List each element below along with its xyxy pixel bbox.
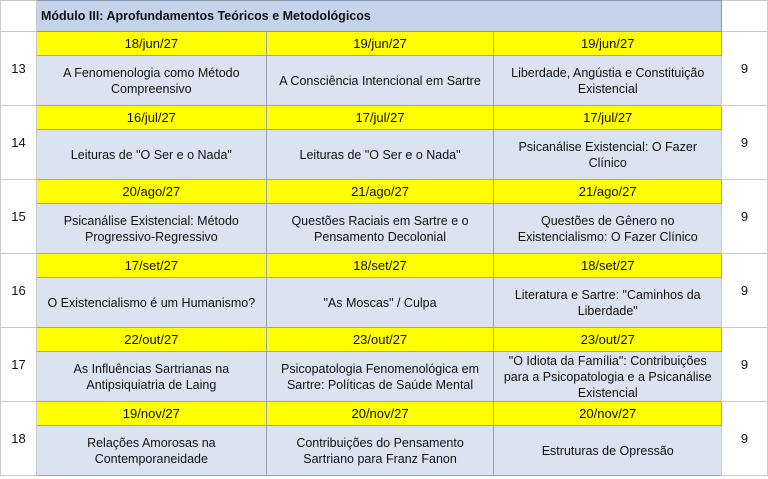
session-topic: "As Moscas" / Culpa (266, 278, 494, 328)
session-topic-row (1, 426, 768, 476)
module-header-row (1, 1, 768, 32)
session-topic: Questões de Gênero no Existencialismo: O Fazer Clínico (494, 204, 722, 254)
session-date: 18/set/27 (266, 254, 494, 278)
session-topic: Estruturas de Opressão (494, 426, 722, 476)
session-date: 19/jun/27 (266, 32, 494, 56)
session-topic: Psicanálise Existencial: Método Progressivo-Regressivo (36, 204, 266, 254)
session-topic: "O Idiota da Família": Contribuições para a Psicopatologia e a Psicanálise Existencial (494, 352, 722, 402)
session-date: 22/out/27 (36, 328, 266, 352)
session-topic: A Fenomenologia como Método Compreensivo (36, 56, 266, 106)
session-date: 18/set/27 (494, 254, 722, 278)
session-topic-row (1, 278, 768, 328)
session-date: 18/jun/27 (36, 32, 266, 56)
session-number: 16 (1, 254, 37, 328)
session-topic-row (1, 352, 768, 402)
session-topic: Contribuições do Pensamento Sartriano para Franz Fanon (266, 426, 494, 476)
session-topic: A Consciência Intencional em Sartre (266, 56, 494, 106)
session-date: 16/jul/27 (36, 106, 266, 130)
session-date: 20/nov/27 (494, 402, 722, 426)
session-date: 17/jul/27 (494, 106, 722, 130)
session-date-row (1, 106, 768, 130)
session-date-row (1, 32, 768, 56)
session-date-row (1, 254, 768, 278)
session-number: 18 (1, 402, 37, 476)
session-topic: Psicopatologia Fenomenológica em Sartre: Políticas de Saúde Mental (266, 352, 494, 402)
session-topic: Psicanálise Existencial: O Fazer Clínico (494, 130, 722, 180)
session-topic: Leituras de "O Ser e o Nada" (36, 130, 266, 180)
session-date: 20/nov/27 (266, 402, 494, 426)
session-date: 17/set/27 (36, 254, 266, 278)
session-hours: 9 (722, 402, 768, 476)
session-number: 13 (1, 32, 37, 106)
session-topic: O Existencialismo é um Humanismo? (36, 278, 266, 328)
session-date-row (1, 180, 768, 204)
session-topic: Questões Raciais em Sartre e o Pensamento Decolonial (266, 204, 494, 254)
session-topic-row (1, 130, 768, 180)
session-date: 17/jul/27 (266, 106, 494, 130)
session-date: 19/nov/27 (36, 402, 266, 426)
session-topic-row (1, 56, 768, 106)
session-topic-row (1, 204, 768, 254)
session-hours: 9 (722, 32, 768, 106)
session-date-row (1, 328, 768, 352)
session-hours: 9 (722, 254, 768, 328)
session-number: 15 (1, 180, 37, 254)
session-number: 17 (1, 328, 37, 402)
session-hours: 9 (722, 106, 768, 180)
session-date: 20/ago/27 (36, 180, 266, 204)
session-date: 21/ago/27 (494, 180, 722, 204)
session-date-row (1, 402, 768, 426)
session-topic: Relações Amorosas na Contemporaneidade (36, 426, 266, 476)
session-hours: 9 (722, 180, 768, 254)
session-topic: Liberdade, Angústia e Constituição Existencial (494, 56, 722, 106)
session-date: 19/jun/27 (494, 32, 722, 56)
session-date: 21/ago/27 (266, 180, 494, 204)
corner-cell (1, 1, 37, 32)
session-number: 14 (1, 106, 37, 180)
module-title: Módulo III: Aprofundamentos Teóricos e Metodológicos (36, 1, 721, 32)
session-topic: As Influências Sartrianas na Antipsiquiatria de Laing (36, 352, 266, 402)
session-topic: Leituras de "O Ser e o Nada" (266, 130, 494, 180)
session-date: 23/out/27 (266, 328, 494, 352)
session-hours: 9 (722, 328, 768, 402)
corner-cell-right (722, 1, 768, 32)
session-date: 23/out/27 (494, 328, 722, 352)
session-topic: Literatura e Sartre: "Caminhos da Liberdade" (494, 278, 722, 328)
